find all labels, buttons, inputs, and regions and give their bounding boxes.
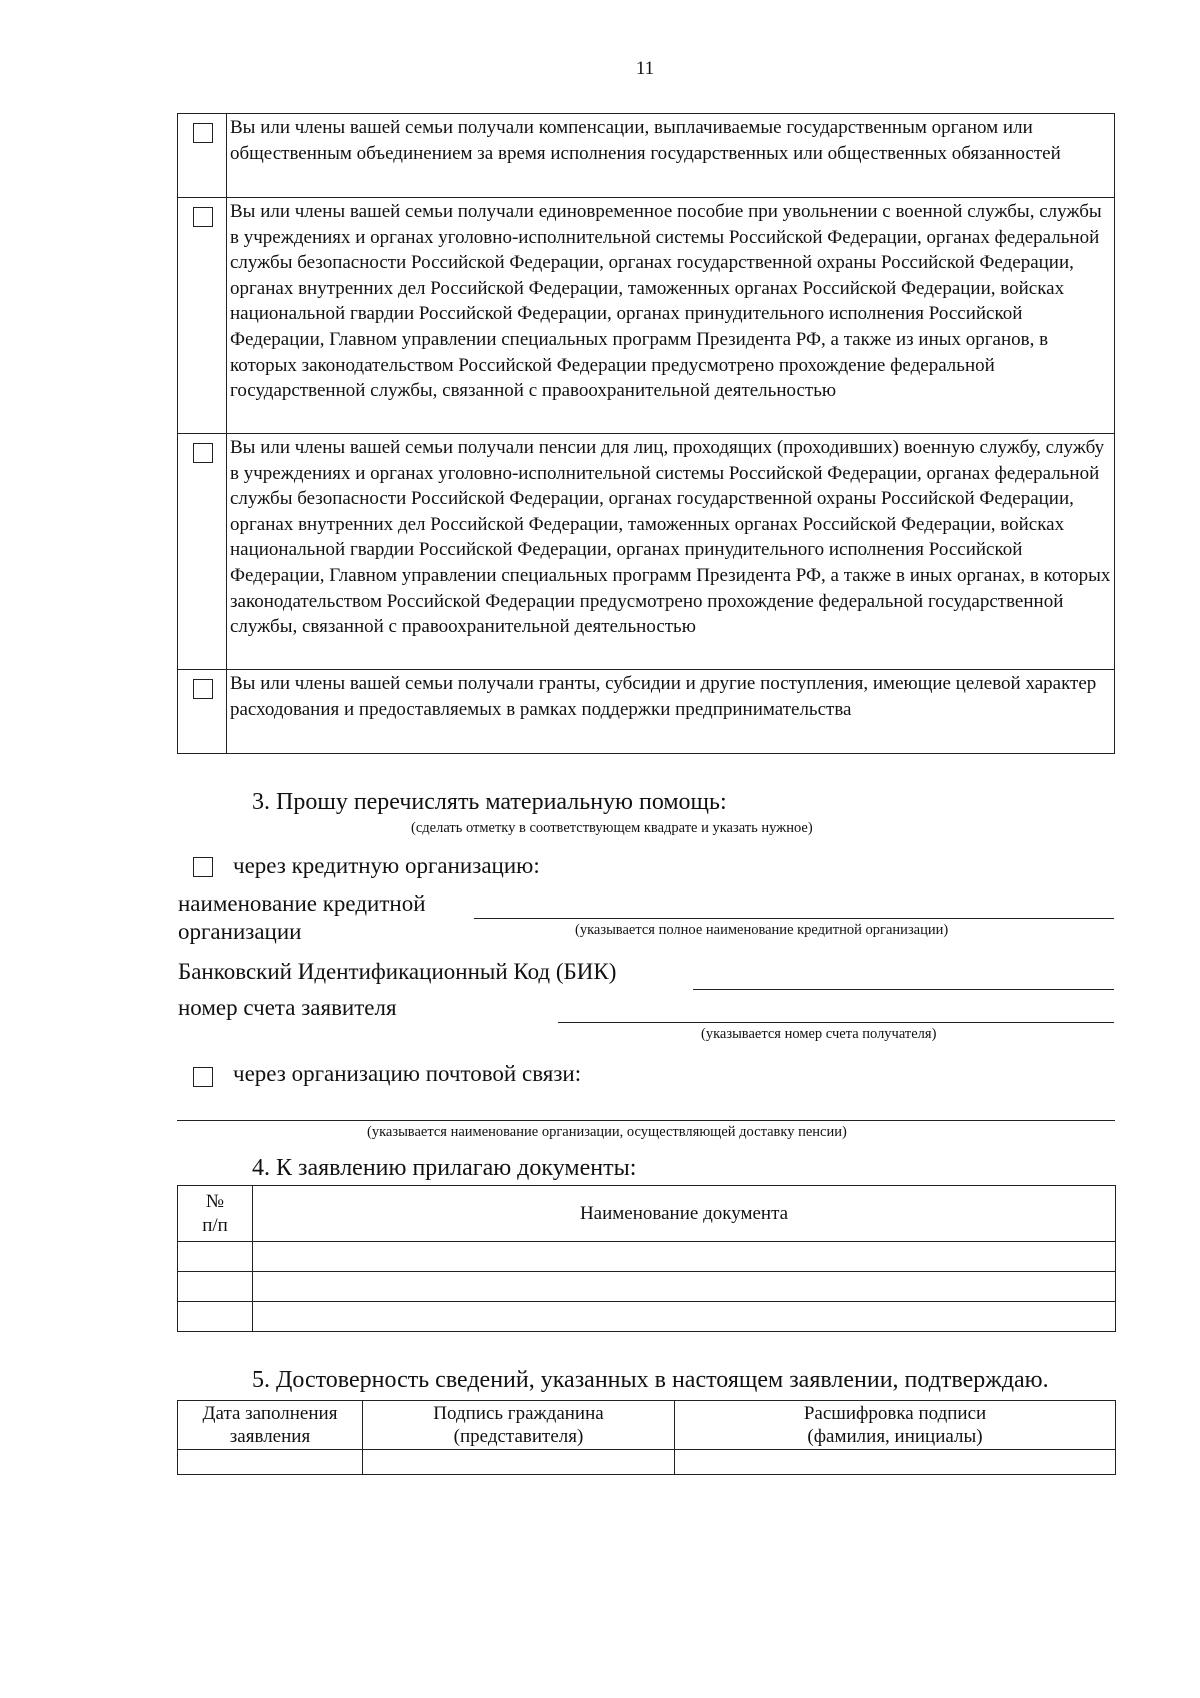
bank-option-checkbox[interactable]: [193, 857, 213, 877]
condition-checkbox-3[interactable]: [193, 443, 213, 463]
doc-name-cell[interactable]: [253, 1272, 1116, 1302]
col-number-header: № п/п: [178, 1186, 253, 1242]
signature-transcript-header: Расшифровка подписи (фамилия, инициалы): [675, 1401, 1116, 1450]
signature-table: [177, 1400, 1116, 1475]
bik-label: Банковский Идентификационный Код (БИК): [178, 959, 617, 984]
doc-number-cell[interactable]: [178, 1242, 253, 1272]
section3-title: 3. Прошу перечислять материальную помощь:: [252, 789, 727, 815]
bik-field[interactable]: [693, 989, 1114, 990]
condition-text-2: Вы или члены вашей семьи получали единовременное пособие при увольнении с военной службы, службы в учреждениях и органах уголовно-исполнительной системы Российской Федерации, органах федеральной службы безопасности Российской Федерации, органах государственной охраны Российской Федерации, органах внутренних дел Российской Федерации, таможенных органах Российской Федерации, войсках национальной гвардии Российской Федерации, органах принудительного исполнения Российской Федерации, Главном управлении специальных программ Президента РФ, а также из иных органов, в которых законодательством Российской Федерации предусмотрено прохождение федеральной государственной службы, связанной с правоохранительной деятельностью: [227, 198, 1115, 434]
condition-checkbox-4[interactable]: [193, 679, 213, 699]
table-row: [178, 1242, 1116, 1272]
table-row: [178, 1272, 1116, 1302]
table-row: [178, 1302, 1116, 1332]
condition-row: [178, 198, 1115, 434]
condition-row: [178, 114, 1115, 198]
documents-table: [177, 1185, 1116, 1332]
condition-text-1: Вы или члены вашей семьи получали компенсации, выплачиваемые государственным органом или общественным объединением за время исполнения государственных или общественных обязанностей: [227, 114, 1115, 198]
condition-checkbox-2[interactable]: [193, 207, 213, 227]
signature-header: Подпись гражданина (представителя): [363, 1401, 675, 1450]
date-header: Дата заполнения заявления: [178, 1401, 363, 1450]
page-number: 11: [635, 58, 655, 79]
section5-title: 5. Достоверность сведений, указанных в настоящем заявлении, подтверждаю.: [252, 1367, 1049, 1393]
section4-title: 4. К заявлению прилагаю документы:: [252, 1155, 637, 1181]
post-organization-field[interactable]: [177, 1120, 1115, 1121]
condition-row: [178, 670, 1115, 754]
post-option-label: через организацию почтовой связи:: [233, 1061, 582, 1086]
bank-name-field[interactable]: [474, 918, 1114, 919]
post-option-checkbox[interactable]: [193, 1067, 213, 1087]
conditions-table: [177, 113, 1115, 754]
signature-header-row: [178, 1401, 1116, 1450]
signature-transcript-cell[interactable]: [675, 1450, 1116, 1475]
doc-name-cell[interactable]: [253, 1302, 1116, 1332]
documents-header-row: [178, 1186, 1116, 1242]
doc-number-cell[interactable]: [178, 1272, 253, 1302]
bank-name-label-2: организации: [178, 919, 302, 944]
account-hint: (указывается номер счета получателя): [701, 1026, 937, 1042]
signature-cell[interactable]: [363, 1450, 675, 1475]
condition-text-4: Вы или члены вашей семьи получали гранты, субсидии и другие поступления, имеющие целевой характер расходования и предоставляемых в рамках поддержки предпринимательства: [227, 670, 1115, 754]
bank-name-hint: (указывается полное наименование кредитной организации): [575, 922, 949, 938]
bank-name-label: наименование кредитной: [178, 891, 426, 916]
date-cell[interactable]: [178, 1450, 363, 1475]
condition-checkbox-1[interactable]: [193, 123, 213, 143]
account-label: номер счета заявителя: [178, 995, 397, 1020]
doc-name-cell[interactable]: [253, 1242, 1116, 1272]
condition-row: [178, 434, 1115, 670]
post-hint: (указывается наименование организации, осуществляющей доставку пенсии): [367, 1124, 847, 1140]
table-row: [178, 1450, 1116, 1475]
account-field[interactable]: [558, 1022, 1114, 1023]
condition-text-3: Вы или члены вашей семьи получали пенсии для лиц, проходящих (проходивших) военную службу, службу в учреждениях и органах уголовно-исполнительной системы Российской Федерации, органах федеральной службы безопасности Российской Федерации, органах государственной охраны Российской Федерации, органах внутренних дел Российской Федерации, таможенных органах Российской Федерации, войсках национальной гвардии Российской Федерации, органах принудительного исполнения Российской Федерации, Главном управлении специальных программ Президента РФ, а также в иных органах, в которых законодательством Российской Федерации предусмотрено прохождение федеральной государственной службы, связанной с правоохранительной деятельностью: [227, 434, 1115, 670]
doc-number-cell[interactable]: [178, 1302, 253, 1332]
section3-note: (сделать отметку в соответствующем квадрате и указать нужное): [411, 820, 813, 836]
col-document-name-header: Наименование документа: [253, 1186, 1116, 1242]
bank-option-label: через кредитную организацию:: [233, 853, 540, 878]
